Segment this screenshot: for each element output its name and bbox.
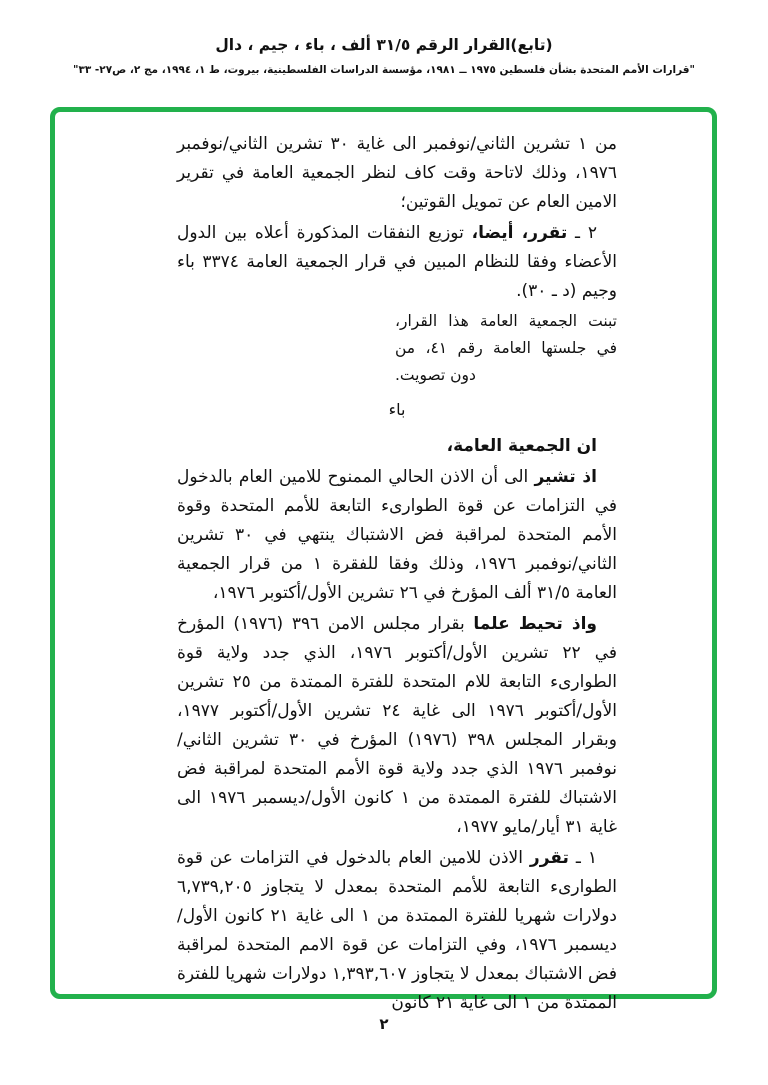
resolution-title: (تابع)القرار الرقم ٣١/٥ ألف ، باء ، جيم ، دال bbox=[215, 36, 553, 54]
para-noting bbox=[177, 610, 617, 842]
para-operative-2 bbox=[177, 219, 617, 306]
para-continuation: من ١ تشرين الثاني/نوفمبر الى غاية ٣٠ تشرين الثاني/نوفمبر ١٩٧٦، وذلك لاتاحة وقت كاف لنظر الجمعية العامة في تقرير الامين العام عن تمويل القوتين؛ bbox=[177, 134, 618, 212]
bold-lead: تقرر، أيضا، bbox=[471, 223, 568, 243]
para-recalling bbox=[177, 463, 617, 608]
bold-lead: واذ تحيط علما bbox=[473, 614, 597, 634]
page-number: ٢ bbox=[379, 1015, 389, 1033]
para-number: ١ ـ bbox=[568, 848, 597, 868]
adoption-note: تبنت الجمعية العامة هذا القرار، في جلستها العامة رقم ٤١، من دون تصويت. bbox=[395, 312, 617, 384]
bold-lead: تقرر bbox=[529, 848, 569, 868]
para-text: الى أن الاذن الحالي الممنوح للامين العام بالدخول في التزامات عن قوة الطوارىء التابعة للأمم المتحدة وقوة الأمم المتحدة لمراقبة فض الاشتباك ينتهي في ٣٠ تشرين الثاني/نوفمبر ١٩٧٦، وذلك وفقا للفقرة ١ من قرار الجمعية العامة ٣١/٥ ألف المؤرخ في ٢٦ تشرين الأول/أكتوبر ١٩٧٦، bbox=[177, 467, 618, 603]
para-number: ٢ ـ bbox=[567, 223, 597, 243]
document-frame bbox=[50, 107, 717, 1013]
section-heading: باء bbox=[388, 400, 406, 419]
document-header bbox=[0, 36, 768, 76]
preamble-intro: ان الجمعية العامة، bbox=[446, 436, 597, 456]
source-citation: "قرارات الأمم المتحدة بشأن فلسطين ١٩٧٥ ــ ١٩٨١، مؤسسة الدراسات الفلسطينية، بيروت، ط ١، ١٩٩٤، مج ٢، ص٢٧- ٣٣" bbox=[72, 64, 696, 76]
para-operative-1 bbox=[177, 844, 617, 1018]
para-text: الاذن للامين العام بالدخول في التزامات عن قوة الطوارىء التابعة للأمم المتحدة بمعدل لا يتجاوز ٦,٧٣٩,٢٠٥ دولارات شهريا للفترة الممتدة من ١ الى غاية ٢١ كانون الأول/ديسمبر ١٩٧٦، وفي التزامات عن قوة الامم المتحدة لمراقبة فض الاشتباك بمعدل لا يتجاوز ١,٣٩٣,٦٠٧ دولارات شهريا للفترة الممتدة من ١ الى غاية ٢١ كانون bbox=[177, 848, 617, 1013]
resolution-text bbox=[177, 130, 617, 1020]
bold-lead: اذ تشير bbox=[534, 467, 597, 487]
para-text: بقرار مجلس الامن ٣٩٦ (١٩٧٦) المؤرخ في ٢٢ تشرين الأول/أكتوبر ١٩٧٦، الذي جدد ولاية قوة الطوارىء التابعة للام المتحدة للفترة الممتدة من ٢٥ تشرين الأول/أكتوبر ١٩٧٦ الى غاية ٢٤ تشرين الأول/أكتوبر ١٩٧٧، وبقرار المجلس ٣٩٨ (١٩٧٦) المؤرخ في ٣٠ تشرين الثاني/نوفمبر ١٩٧٦ الذي جدد ولاية قوة الأمم المتحدة لمراقبة فض الاشتباك للفترة الممتدة من ١ كانون الأول/ديسمبر ١٩٧٦ الى غاية ٣١ أيار/مايو ١٩٧٧، bbox=[177, 614, 617, 837]
para-text: توزيع النفقات المذكورة أعلاه بين الدول الأعضاء وفقا للنظام المبين في قرار الجمعية العامة ٣٣٧٤ باء وجيم (د ـ ٣٠). bbox=[177, 223, 617, 301]
